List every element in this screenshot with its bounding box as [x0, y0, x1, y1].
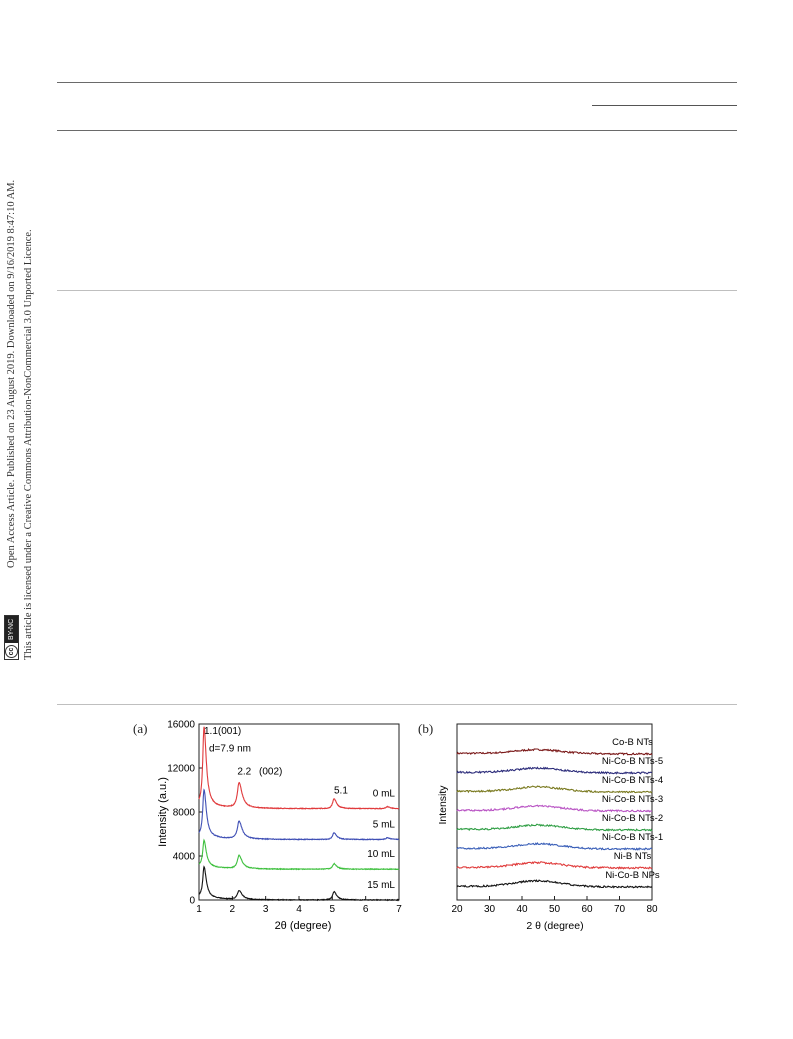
- chart-b-series-line: [457, 843, 652, 850]
- chart-a-annotation: 2.2: [237, 766, 252, 778]
- chart-b-series-label: Ni-Co-B NTs-4: [601, 775, 664, 786]
- chart-b-series-label: Ni-Co-B NTs-1: [601, 832, 664, 843]
- chart-a-series-label: 0 mL: [372, 788, 395, 800]
- chart-b-xlabel: 2 θ (degree): [526, 920, 584, 932]
- panel-a-label: (a): [133, 721, 148, 736]
- chart-a-xtick-label: 6: [362, 904, 369, 915]
- chart-a-xtick-label: 2: [229, 904, 236, 915]
- chart-a-ytick-label: 0: [189, 895, 195, 907]
- chart-b-series-line: [457, 805, 652, 812]
- chart-b-series-label: Co-B NTs: [612, 737, 653, 748]
- chart-b-series-line: [457, 862, 652, 869]
- chart-a-series-label: 5 mL: [372, 819, 395, 831]
- chart-b-series-line: [457, 767, 652, 773]
- chart-b-series-line: [457, 749, 652, 755]
- chart-b-xtick-label: 40: [516, 904, 528, 915]
- chart-b-series-line: [457, 786, 652, 793]
- chart-b-xtick-label: 70: [613, 904, 626, 915]
- chart-b-series-line: [457, 824, 652, 831]
- chart-a-series-label: 10 mL: [367, 849, 395, 861]
- chart-b-xtick-label: 20: [451, 904, 463, 915]
- open-access-notice: Open Access Article. Published on 23 August 2019. Downloaded on 9/16/2019 8:47:10 AM.: [6, 179, 17, 568]
- chart-a-annotation: d=7.9 nm: [209, 743, 251, 755]
- chart-a-ytick-label: 8000: [172, 807, 195, 819]
- chart-a-series-label: 15 mL: [367, 879, 395, 891]
- chart-b-xtick-label: 80: [646, 904, 658, 915]
- licence-notice[interactable]: This article is licensed under a Creative Commons Attribution-NonCommercial 3.0 Unported Licence.: [23, 229, 34, 660]
- chart-a-annotation: 1.1(001): [204, 725, 242, 737]
- chart-b-xtick-label: 60: [581, 904, 593, 915]
- chart-a-annotation: (002): [259, 766, 283, 778]
- chart-b-series-label: Ni-B NTs: [613, 851, 652, 862]
- chart-a-xtick-label: 1: [196, 904, 202, 915]
- chart-a-xlabel: 2θ (degree): [274, 920, 332, 932]
- chart-b-xtick-label: 50: [548, 904, 561, 915]
- cc-icon: cc: [5, 645, 18, 658]
- chart-b-series-line: [457, 880, 652, 888]
- chart-a-xtick-label: 5: [329, 904, 336, 915]
- chart-a-xtick-label: 3: [262, 904, 269, 915]
- chart-a-annotation: 5.1: [334, 785, 348, 797]
- chart-a-ytick-label: 4000: [172, 851, 195, 863]
- chart-b-series-label: Ni-Co-B NPs: [605, 870, 660, 881]
- chart-a-xtick-label: 4: [296, 904, 302, 915]
- chart-a-ytick-label: 12000: [167, 763, 195, 775]
- chart-b-series-label: Ni-Co-B NTs-5: [601, 756, 664, 767]
- chart-b-series-label: Ni-Co-B NTs-3: [601, 794, 664, 805]
- chart-a-ytick-label: 16000: [167, 719, 195, 731]
- chart-a-xtick-label: 7: [396, 904, 402, 915]
- by-nc-label: BY-NC: [5, 616, 18, 643]
- chart-a-ylabel: Intensity (a.u.): [157, 777, 169, 847]
- panel-b-label: (b): [418, 721, 434, 736]
- chart-b-series-label: Ni-Co-B NTs-2: [601, 813, 664, 824]
- chart-b-ylabel: Intensity: [437, 785, 449, 825]
- chart-b-xtick-label: 30: [483, 904, 496, 915]
